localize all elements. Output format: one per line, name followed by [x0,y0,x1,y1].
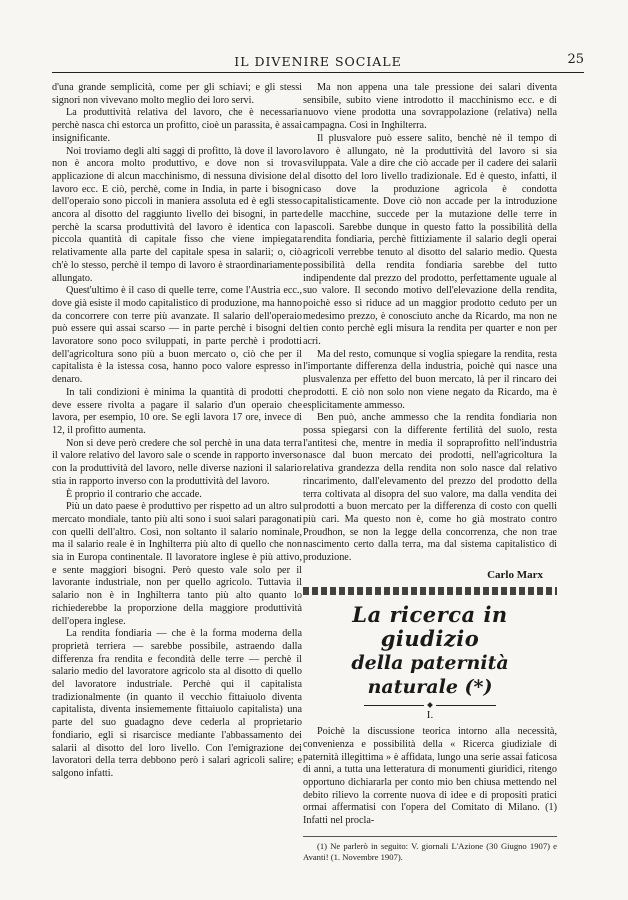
journal-title: IL DIVENIRE SOCIALE [234,54,402,69]
paragraph: Non si deve però credere che sol perchè in una data terra il valore relativo del lavoro sale o scende in rapporto inverso con la produttività del lavoro, nelle diverse nazioni il salario stia in rapporto inverso con la produttività del lavoro. [52,437,302,487]
section-number: I. [426,709,434,722]
paragraph: Ma non appena una tale pressione dei salari diventa sensibile, subito viene introdotto il macchinismo ecc. e di nuovo viene prodotta una sovrappolazione (relativa) nella campagna. Così in Inghilterra. [303,82,557,132]
right-column [303,82,557,863]
paragraph: d'una grande semplicità, come per gli schiavi; e gli stessi signori non vivevano molto meglio dei loro servi. [52,82,302,106]
paragraph: Ma del resto, comunque si voglia spiegare la rendita, resta l'importante differenza della industria, poichè qui nasce una plusvalenza per effetto del buon mercato, là per il rincaro dei prodotti. E ciò non solo non viene negato da Ricardo, ma è esplicitamente ammesso. [303,348,557,411]
paragraph: La produttività relativa del lavoro, che è necessaria perchè nasca chi estorca un profitto, cioè un parassita, è assai insignificante. [52,107,302,144]
paragraph: Più un dato paese è produttivo per rispetto ad un altro sul mercato mondiale, tanto più alti sono i suoi salari paragonati con quelli dell'altro. Così, non soltanto il salario nominale, ma il salario reale è in Inghilterra più alto di quello che non sia in Europa continentale. Il lavoratore inglese è più attivo, e sente maggiori bisogni. Però questo vale solo per il lavorante industriale, non per quello agricolo. Tuttavia il salario non è in Inghilterra tanto più alto quanto lo richiederebbe la proporzione della maggiore produttività dell'opera inglese. [52,501,302,627]
page-number: 25 [567,52,584,67]
author-signature: Carlo Marx [487,568,543,581]
paragraph: È proprio il contrario che accade. [66,488,202,500]
left-column [52,82,302,781]
article-paragraph: Poichè la discussione teorica intorno alla necessità, convenienza e possibilità della « Ricerca giudiziale di paternità illegittima » è affidata, lungo una serie assai faticosa di anni, a tutta una letteratura di monumenti giuridici, ritengo opportuno dichiararla per conto mio ben chiusa mettendo nel debito rilievo la corrente nuova di idee e di propositi pratici ormai affermatisi con l'opera del Comitato di Milano. (1) Infatti nel procla- [303,726,557,827]
title-divider [303,703,557,707]
paragraph: Il plusvalore può essere salito, benchè nè il tempo di lavoro è allungato, nè la produttività del lavoro si sia sviluppata. Vale a dire che ciò accade per il cadere dei salarii al disotto del loro livello tradizionale. Ed è questo, infatti, il caso dove la produzione agricola è condotta capitalisticamente. Dove ciò non accade per la introduzione delle macchine, succede per la mutazione delle terre in pascoli. Sarebbe dunque in questo fatto la possibilità della rendita fondiaria, perchè fittiziamente il salario degli operai agricoli verrebbe tenuto al disotto del salario medio. Questa possibilità della rendita fondiaria sarebbe del tutto indipendente dal prezzo del prodotto, perfettamente uguale al suo valore. Il secondo motivo dell'elevazione della rendita, poichè esso si riduce ad un maggior prodotto ceduto per un medesimo prezzo, è conosciuto anche da Ricardo, ma non ne tien conto perchè egli misura la rendita per quarter e non per acri. [303,132,557,348]
paragraph: In tali condizioni è minima la quantità di prodotti che deve essere rivolta a pagare il salario d'un operaio che lavora, per esempio, 10 ore. Se egli lavora 17 ore, invece di 12, il profitto aumenta. [52,386,302,436]
article-title: La ricerca in giudizio [352,602,508,652]
footnote-text: (1) Ne parlerò in seguito: V. giornali L'Azione (30 Giugno 1907) e Avanti! (1. Novembre 1907). [303,840,557,862]
paragraph: Noi troviamo degli alti saggi di profitto, là dove il lavoro non è ancora molto produttivo, e dove non si trova applicazione di alcun macchinismo, di nessuna divisione del lavoro ecc. E ciò, perchè, come in India, in parte i bisogni dell'operaio sono piccoli in maniera assoluta ed è egli stesso ancora al disotto del raggiunto livello dei bisogni, in parte perchè la scarsa produttività del lavoro è identica con la piccola quantità di capitale fisso che viene impiegata relativamente alla parte del capitale spesa in salarii; o, ciò ch'è lo stesso, perchè il tempo di lavoro è straordinariamente allungato. [52,145,302,284]
paragraph: Quest'ultimo è il caso di quelle terre, come l'Austria ecc., dove già esiste il modo capitalistico di produzione, ma hanno da concorrere con terre più avanzate. Il salario dell'operaio può essere qui assai scarso — in parte perchè i bisogni del lavoratore sono poco sviluppati, in parte perchè i prodotti dell'agricoltura sono più a buon mercato o, ciò che per il capitalista è la istessa cosa, hanno poco valore espresso in denaro. [52,285,302,386]
paragraph: La rendita fondiaria — che è la forma moderna della proprietà terriera — sarebbe possibile, astraendo dalla differenza fra rendita e fecondità delle terre — perchè il salario medio del lavoratore agricolo sta al disotto di quello del lavoratore industriale. Perchè qui il capitalista tradizionalmente (in quanto il vecchio fittaiuolo diventa capitalista, diventa insiememente fittaiuolo capitalista) una parte del suo guadagno deve cederla al proprietario fondiario, egli si risarcisce mediante l'abbassamento dei salarii al disotto del loro livello. Con l'emigrazione dei lavoratori della terra debbono però i salari agricoli salire; e salgono infatti. [52,628,302,779]
article-subtitle: della paternità naturale (*) [351,652,509,699]
footnote [303,836,557,863]
page-header [52,52,584,73]
ornamental-rule [303,587,557,595]
paragraph: Ben può, anche ammesso che la rendita fondiaria non possa spiegarsi con la differente fertilità del suolo, resta l'antitesi che, mentre in media il sopraprofitto nell'industria nasce dal buon mercato dei prodotti, nell'agricoltura la relativa grandezza della rendita non solo nasce dal relativo rincarimento, dall'elevamento del prezzo del prodotto della terra coltivata al disopra del suo valore, ma dalla vendita dei prodotti a buon mercato per la differenza di costo con quelli più cari. Ma questo non è, come ho già mostrato contro Proudhon, se non la legge della concorrenza, che non trae nascimento certo dalla terra, ma dal sistema capitalistico di produzione. [303,412,557,564]
